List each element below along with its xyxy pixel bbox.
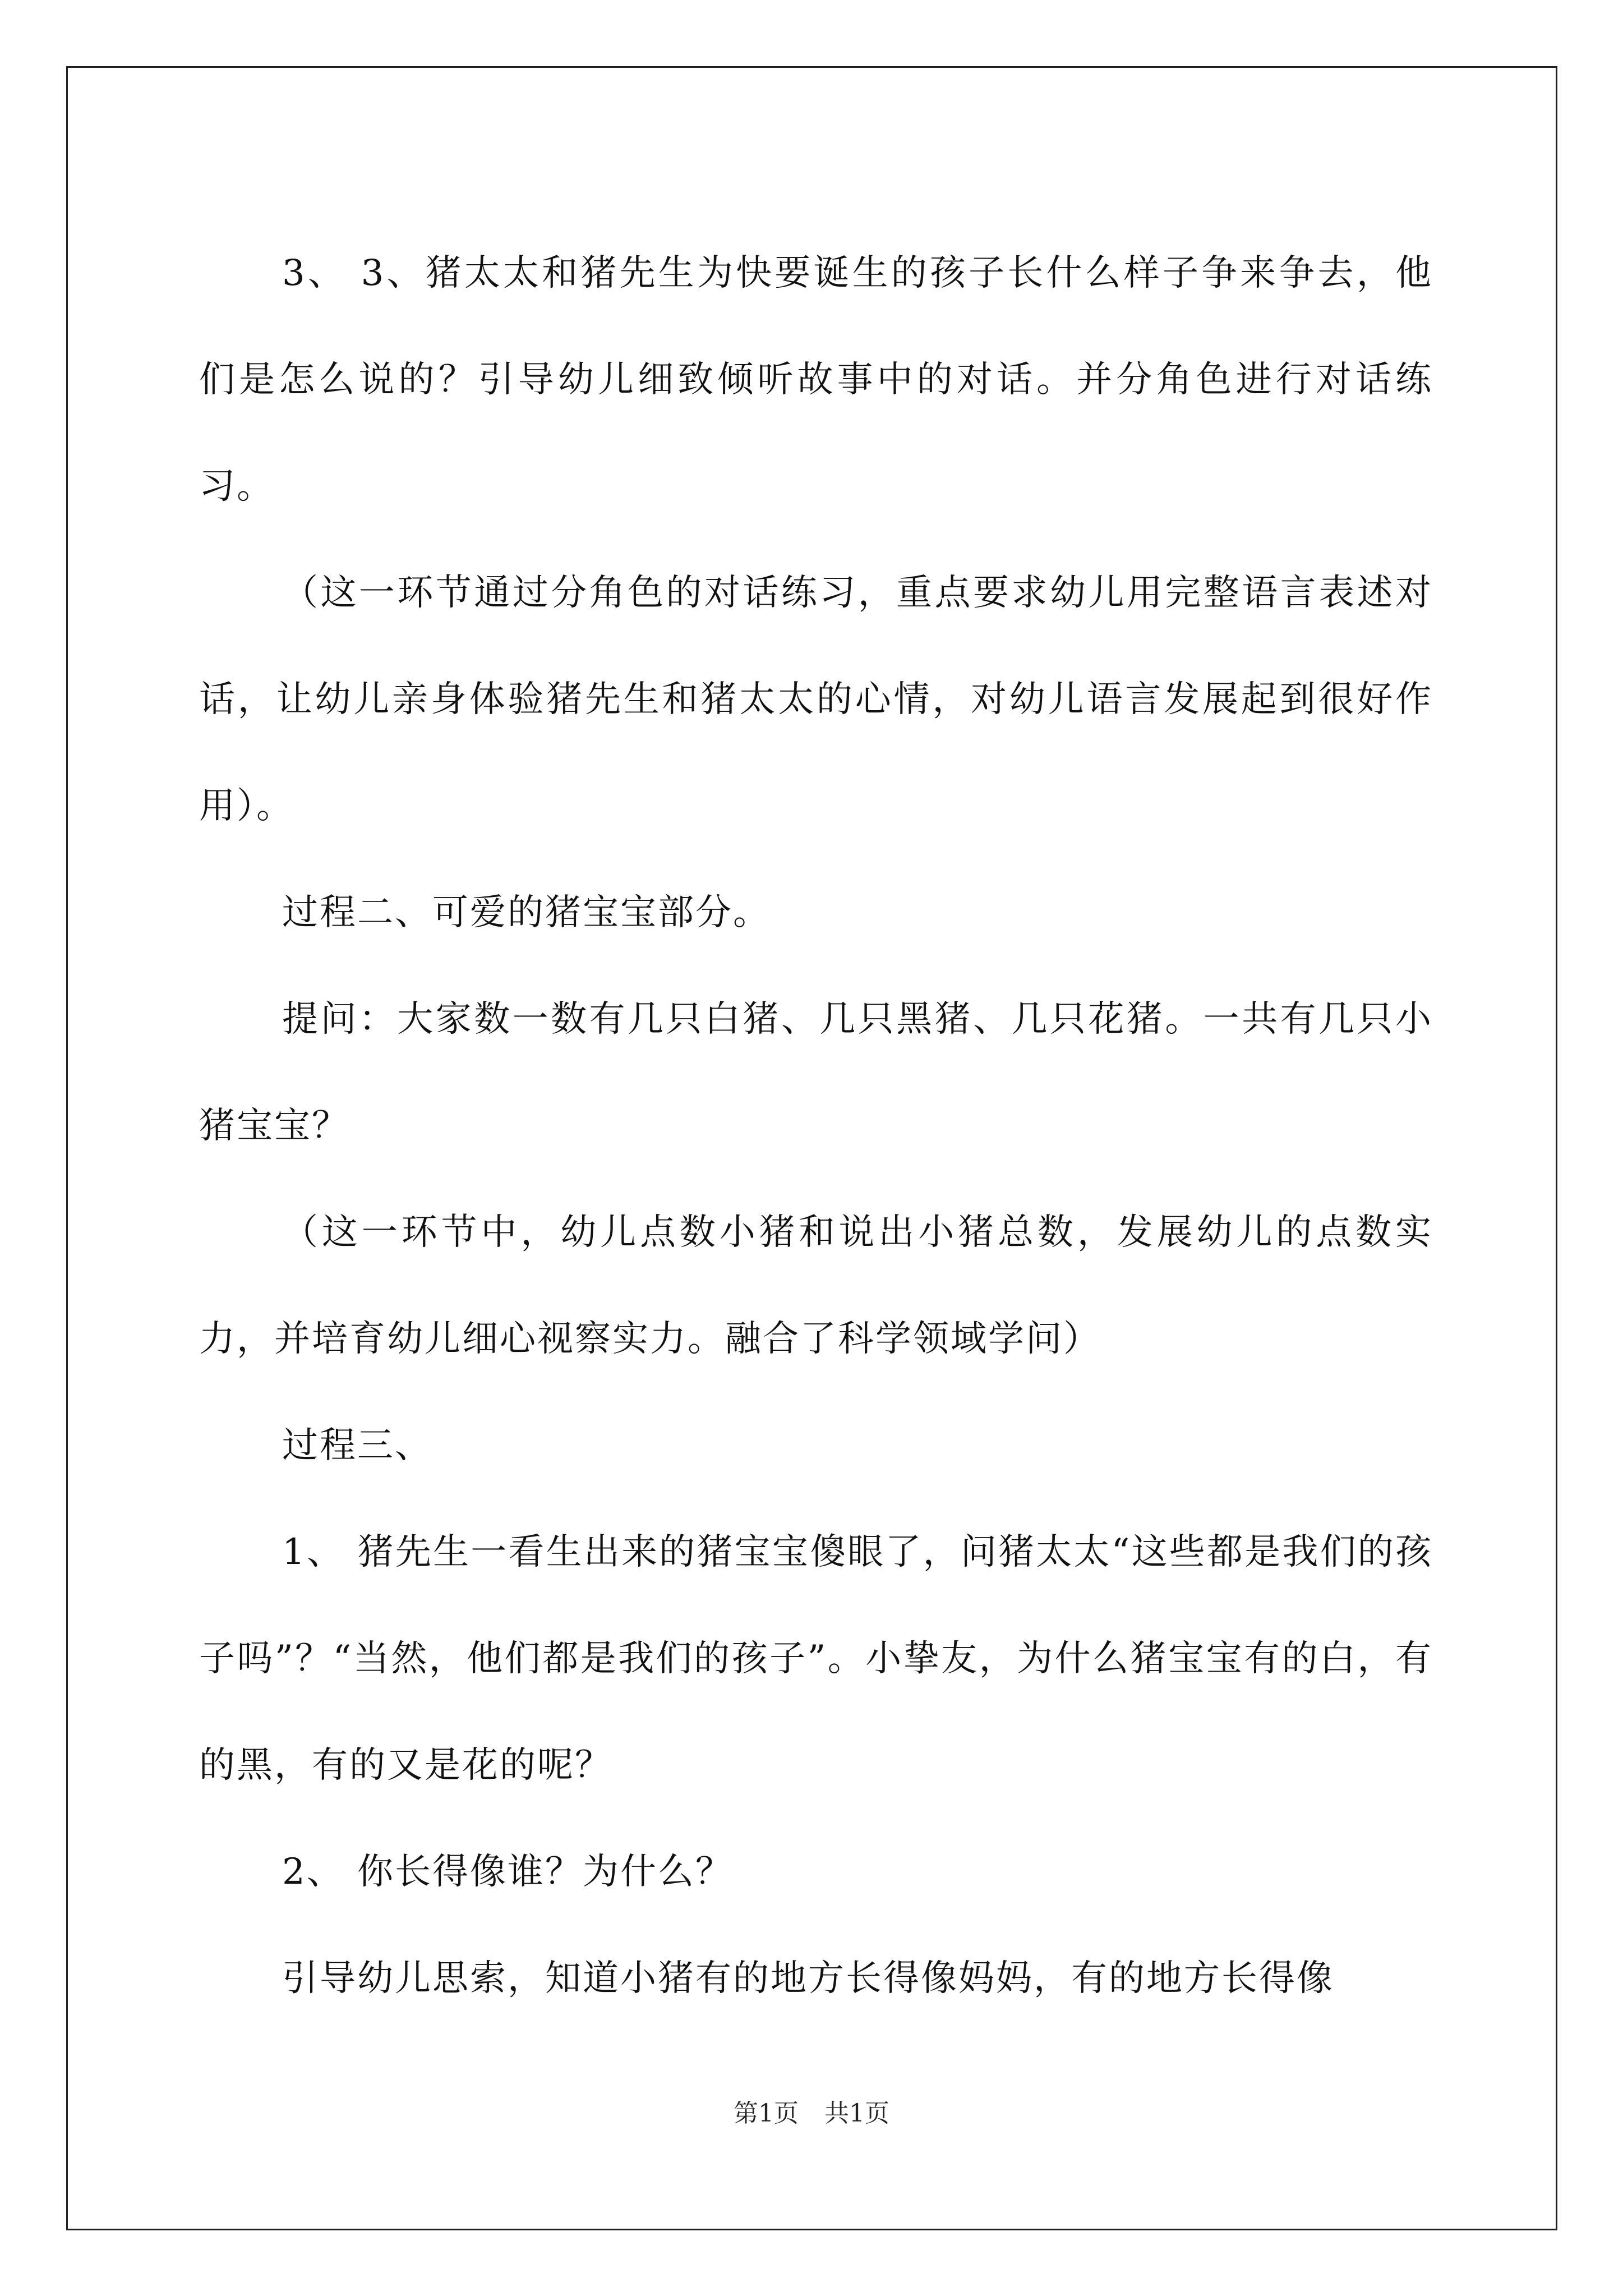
paragraph-question: 提问：大家数一数有几只白猪、几只黑猪、几只花猪。一共有几只小猪宝宝？ bbox=[199, 999, 1433, 1147]
paragraph-note-dialogue: （这一环节通过分角色的对话练习，重点要求幼儿用完整语言表述对话，让幼儿亲身体验猪先生和猪太太的心情，对幼儿语言发展起到很好作用）。 bbox=[199, 572, 1433, 827]
paragraph-guidance: 引导幼儿思索，知道小猪有的地方长得像妈妈，有的地方长得像 bbox=[282, 1958, 1334, 1999]
document-body bbox=[199, 220, 1433, 2032]
paragraph-note-counting: （这一环节中，幼儿点数小猪和说出小猪总数，发展幼儿的点数实力，并培育幼儿细心视察实力。融合了科学领域学问） bbox=[199, 1212, 1433, 1360]
paragraph-step-1: 1、 猪先生一看生出来的猪宝宝傻眼了，问猪太太“这些都是我们的孩子吗”？“当然，他们都是我们的孩子”。小挚友，为什么猪宝宝有的白，有的黑，有的又是花的呢？ bbox=[199, 1531, 1433, 1786]
page-footer bbox=[0, 2097, 1623, 2131]
paragraph-process-two: 过程二、可爱的猪宝宝部分。 bbox=[282, 892, 771, 933]
page-number-current: 第1页 bbox=[734, 2099, 799, 2128]
page-number-total: 共1页 bbox=[824, 2099, 889, 2128]
paragraph-step-2: 2、 你长得像谁？为什么？ bbox=[282, 1851, 734, 1893]
paragraph-step-3: 3、 3、猪太太和猪先生为快要诞生的孩子长什么样子争来争去，他们是怎么说的？引导幼儿细致倾听故事中的对话。并分角色进行对话练习。 bbox=[199, 252, 1433, 507]
paragraph-process-three: 过程三、 bbox=[282, 1425, 432, 1466]
